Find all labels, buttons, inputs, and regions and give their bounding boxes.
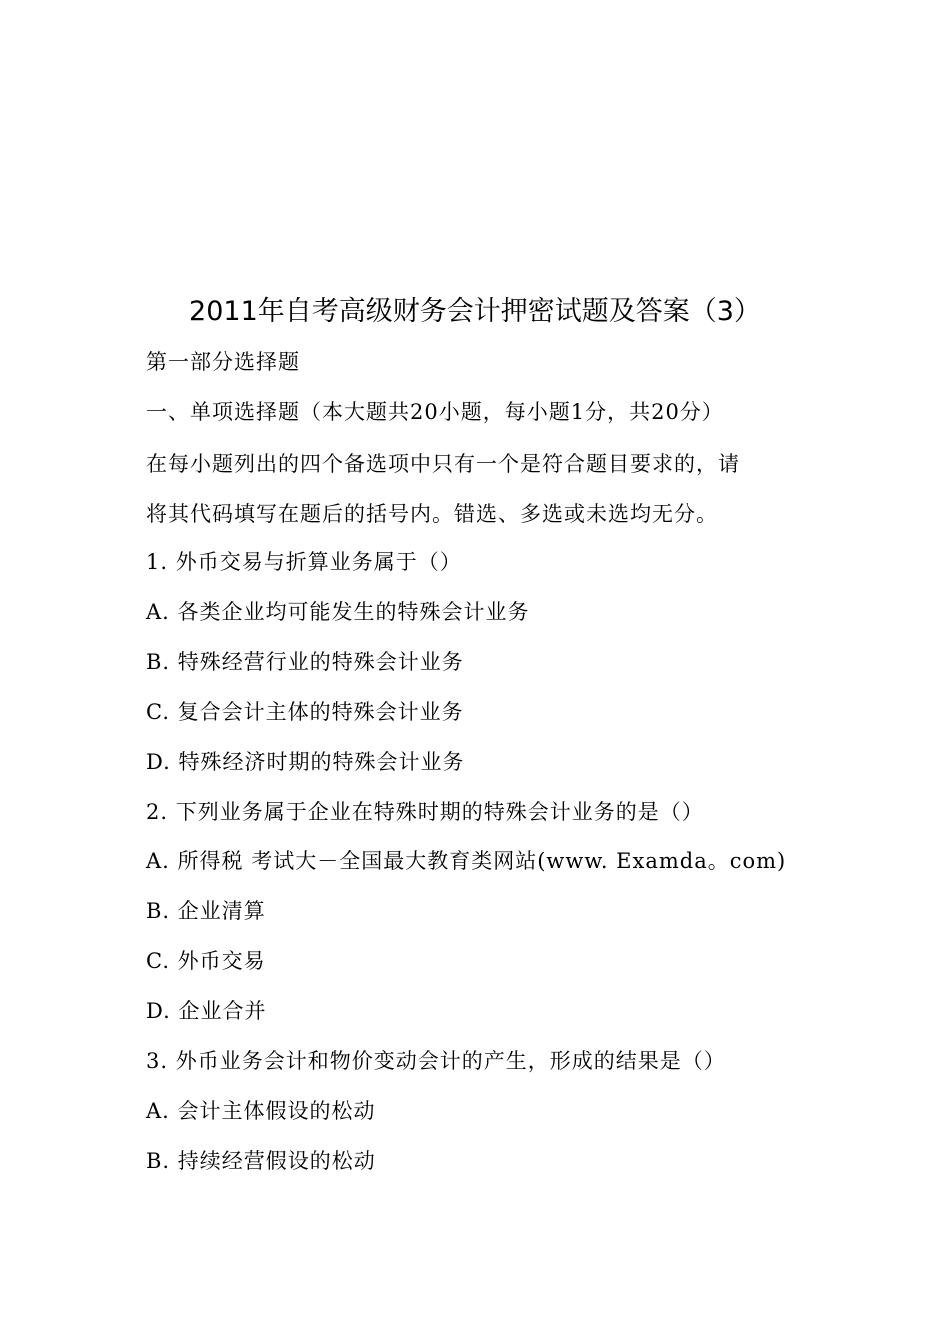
instructions-line-2: 将其代码填写在题后的括号内。错选、多选或未选均无分。 bbox=[146, 502, 718, 526]
question-1-stem: 1. 外币交易与折算业务属于（） bbox=[146, 550, 462, 574]
section-heading: 第一部分选择题 bbox=[146, 350, 300, 374]
question-3-option-a: A. 会计主体假设的松动 bbox=[146, 1099, 376, 1123]
question-1-option-a: A. 各类企业均可能发生的特殊会计业务 bbox=[146, 600, 530, 624]
question-2-option-d: D. 企业合并 bbox=[146, 999, 267, 1023]
question-2-stem: 2. 下列业务属于企业在特殊时期的特殊会计业务的是（） bbox=[146, 800, 704, 824]
question-1-option-b: B. 特殊经营行业的特殊会计业务 bbox=[146, 650, 464, 674]
question-1-option-c: C. 复合会计主体的特殊会计业务 bbox=[146, 700, 464, 724]
instructions-line-1: 在每小题列出的四个备选项中只有一个是符合题目要求的，请 bbox=[146, 452, 740, 476]
question-2-option-c: C. 外币交易 bbox=[146, 949, 266, 973]
document-title: 2011年自考高级财务会计押密试题及答案（3） bbox=[189, 296, 761, 327]
question-3-stem: 3. 外币业务会计和物价变动会计的产生，形成的结果是（） bbox=[146, 1049, 726, 1073]
question-3-option-b: B. 持续经营假设的松动 bbox=[146, 1149, 376, 1173]
part-heading: 一、单项选择题（本大题共20小题，每小题1分，共20分） bbox=[146, 400, 724, 424]
question-2-option-b: B. 企业清算 bbox=[146, 899, 266, 923]
question-1-option-d: D. 特殊经济时期的特殊会计业务 bbox=[146, 750, 465, 774]
question-2-option-a: A. 所得税 考试大－全国最大教育类网站(www. Examda。com) bbox=[146, 849, 787, 873]
